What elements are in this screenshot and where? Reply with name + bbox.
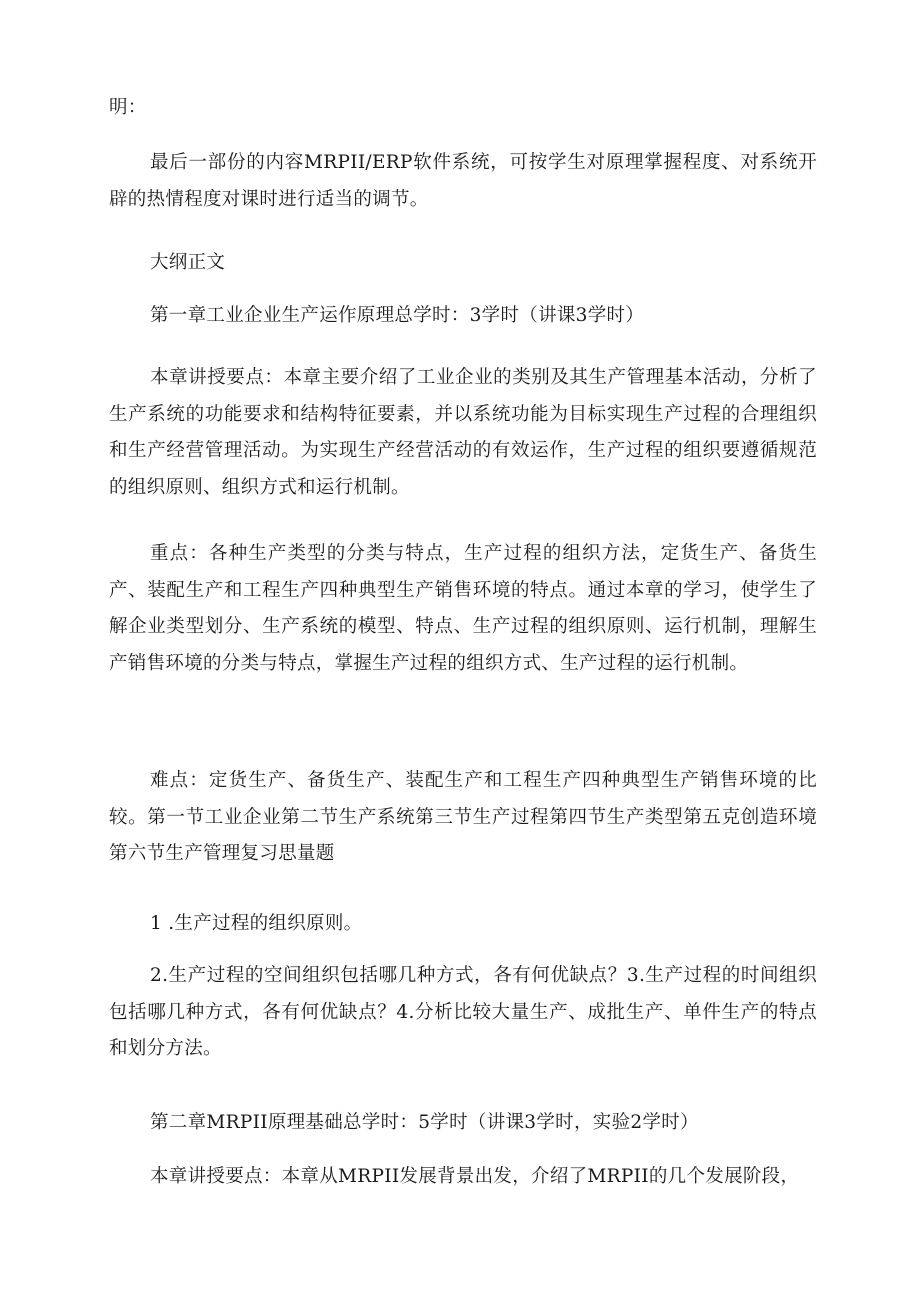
paragraph-chapter-1-difficulty: 难点：定货生产、备货生产、装配生产和工程生产四种典型生产销售环境的比较。第一节工业企业第二节生产系统第三节生产过程第四节生产类型第五克创造环境第六节生产管理复习思量题 [109, 770, 817, 864]
paragraph-chapter-1-emphasis: 重点：各种生产类型的分类与特点，生产过程的组织方法，定货生产、备货生产、装配生产和工程生产四种典型生产销售环境的特点。通过本章的学习，使学生了解企业类型划分、生产系统的模型、特点、生产过程的组织原则、运行机制，理解生产销售环境的分类与特点，掌握生产过程的组织方式、生产过程的运行机制。 [109, 543, 817, 674]
paragraph-continuation: 明： [109, 97, 147, 118]
paragraph-intro-note: 最后一部份的内容MRPII/ERP软件系统，可按学生对原理掌握程度、对系统开辟的热情程度对课时进行适当的调节。 [109, 152, 817, 210]
paragraph-chapter-2-key-points: 本章讲授要点：本章从MRPII发展背景出发，介绍了MRPII的几个发展阶段， [150, 1166, 800, 1187]
chapter-2-heading: 第二章MRPII原理基础总学时：5学时（讲课3学时，实验2学时） [150, 1112, 699, 1133]
review-questions-2-4: 2.生产过程的空间组织包括哪几种方式，各有何优缺点？3.生产过程的时间组织包括哪几种方式，各有何优缺点？4.分析比较大量生产、成批生产、单件生产的特点和划分方法。 [109, 965, 817, 1059]
chapter-1-heading: 第一章工业企业生产运作原理总学时：3学时（讲课3学时） [150, 305, 645, 326]
section-heading-outline: 大纲正文 [150, 252, 226, 273]
review-question-1: 1 .生产过程的组织原则。 [150, 913, 363, 934]
paragraph-chapter-1-key-points: 本章讲授要点：本章主要介绍了工业企业的类别及其生产管理基本活动，分析了生产系统的功能要求和结构特征要素，并以系统功能为目标实现生产过程的合理组织和生产经营管理活动。为实现生产经营活动的有效运作，生产过程的组织要遵循规范的组织原则、组织方式和运行机制。 [109, 367, 817, 498]
